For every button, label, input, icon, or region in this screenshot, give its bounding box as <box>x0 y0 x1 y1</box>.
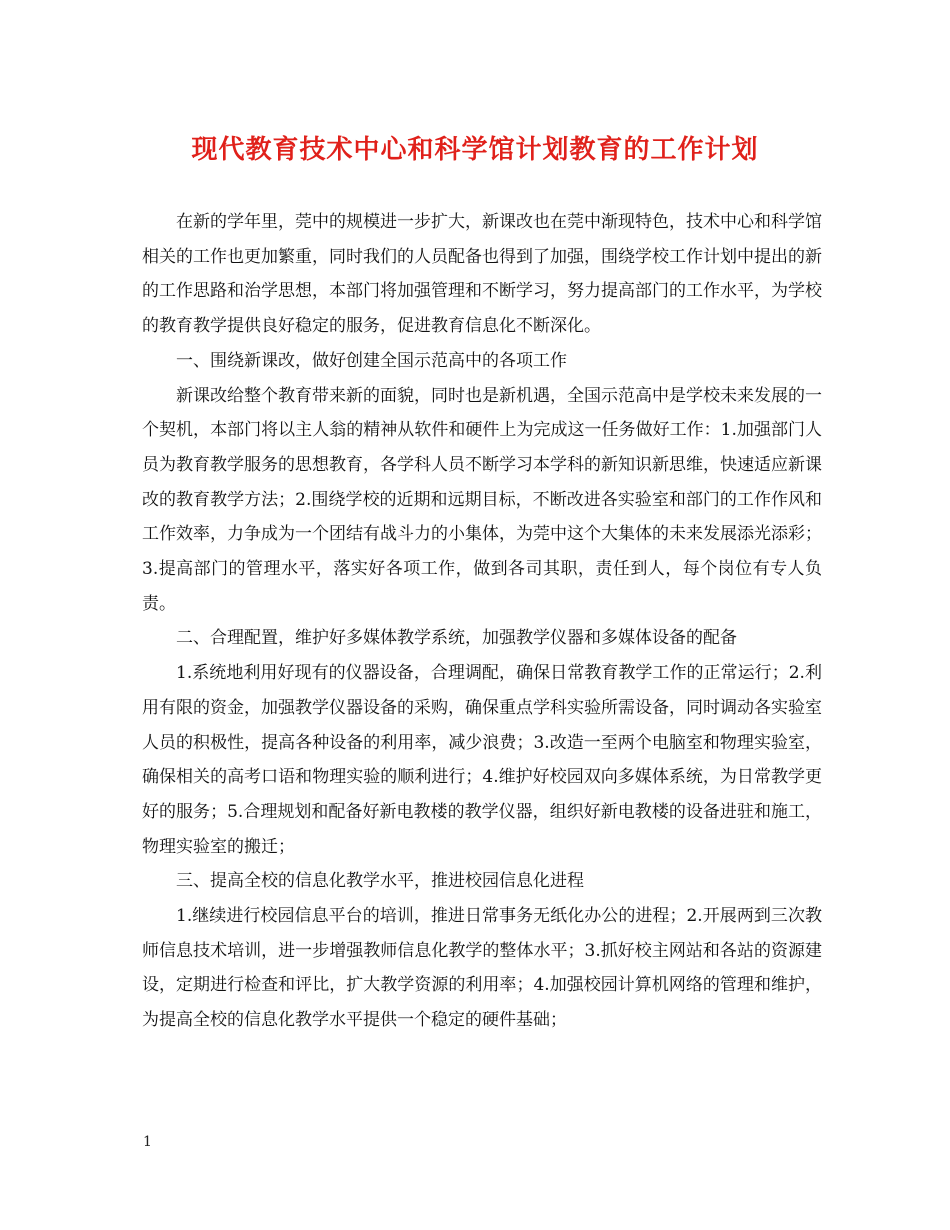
paragraph-intro: 在新的学年里，莞中的规模进一步扩大，新课改也在莞中渐现特色，技术中心和科学馆相关的工作也更加繁重，同时我们的人员配备也得到了加强，围绕学校工作计划中提出的新的工作思路和治学思想，本部门将加强管理和不断学习，努力提高部门的工作水平，为学校的教育教学提供良好稳定的服务，促进教育信息化不断深化。 <box>142 212 822 337</box>
page-number: 1 <box>143 1134 152 1150</box>
paragraph-section-3: 1.继续进行校园信息平台的培训，推进日常事务无纸化办公的进程；2.开展两到三次教师信息技术培训，进一步增强教师信息化教学的整体水平；3.抓好校主网站和各站的资源建设，定期进行检查和评比，扩大教学资源的利用率；4.加强校园计算机网络的管理和维护，为提高全校的信息化教学水平提供一个稳定的硬件基础； <box>142 906 822 1031</box>
section-heading-2: 二、合理配置，维护好多媒体教学系统，加强教学仪器和多媒体设备的配备 <box>176 628 737 649</box>
paragraph-section-1: 新课改给整个教育带来新的面貌，同时也是新机遇，全国示范高中是学校未来发展的一个契机，本部门将以主人翁的精神从软件和硬件上为完成这一任务做好工作：1.加强部门人员为教育教学服务的思想教育，各学科人员不断学习本学科的新知识新思维，快速适应新课改的教育教学方法；2.围绕学校的近期和远期目标，不断改进各实验室和部门的工作作风和工作效率，力争成为一个团结有战斗力的小集体，为莞中这个大集体的未来发展添光添彩；3.提高部门的管理水平，落实好各项工作，做到各司其职，责任到人，每个岗位有专人负责。 <box>142 385 822 614</box>
section-heading-1: 一、围绕新课改，做好创建全国示范高中的各项工作 <box>176 350 567 371</box>
document-body <box>142 205 822 1038</box>
document-title: 现代教育技术中心和科学馆计划教育的工作计划 <box>191 135 759 165</box>
paragraph-section-2: 1.系统地利用好现有的仪器设备，合理调配，确保日常教育教学工作的正常运行；2.利用有限的资金，加强教学仪器设备的采购，确保重点学科实验所需设备，同时调动各实验室人员的积极性，提高各种设备的利用率，减少浪费；3.改造一至两个电脑室和物理实验室，确保相关的高考口语和物理实验的顺利进行；4.维护好校园双向多媒体系统，为日常教学更好的服务；5.合理规划和配备好新电教楼的教学仪器，组织好新电教楼的设备进驻和施工，物理实验室的搬迁； <box>142 663 822 857</box>
section-heading-3: 三、提高全校的信息化教学水平，推进校园信息化进程 <box>176 871 584 892</box>
